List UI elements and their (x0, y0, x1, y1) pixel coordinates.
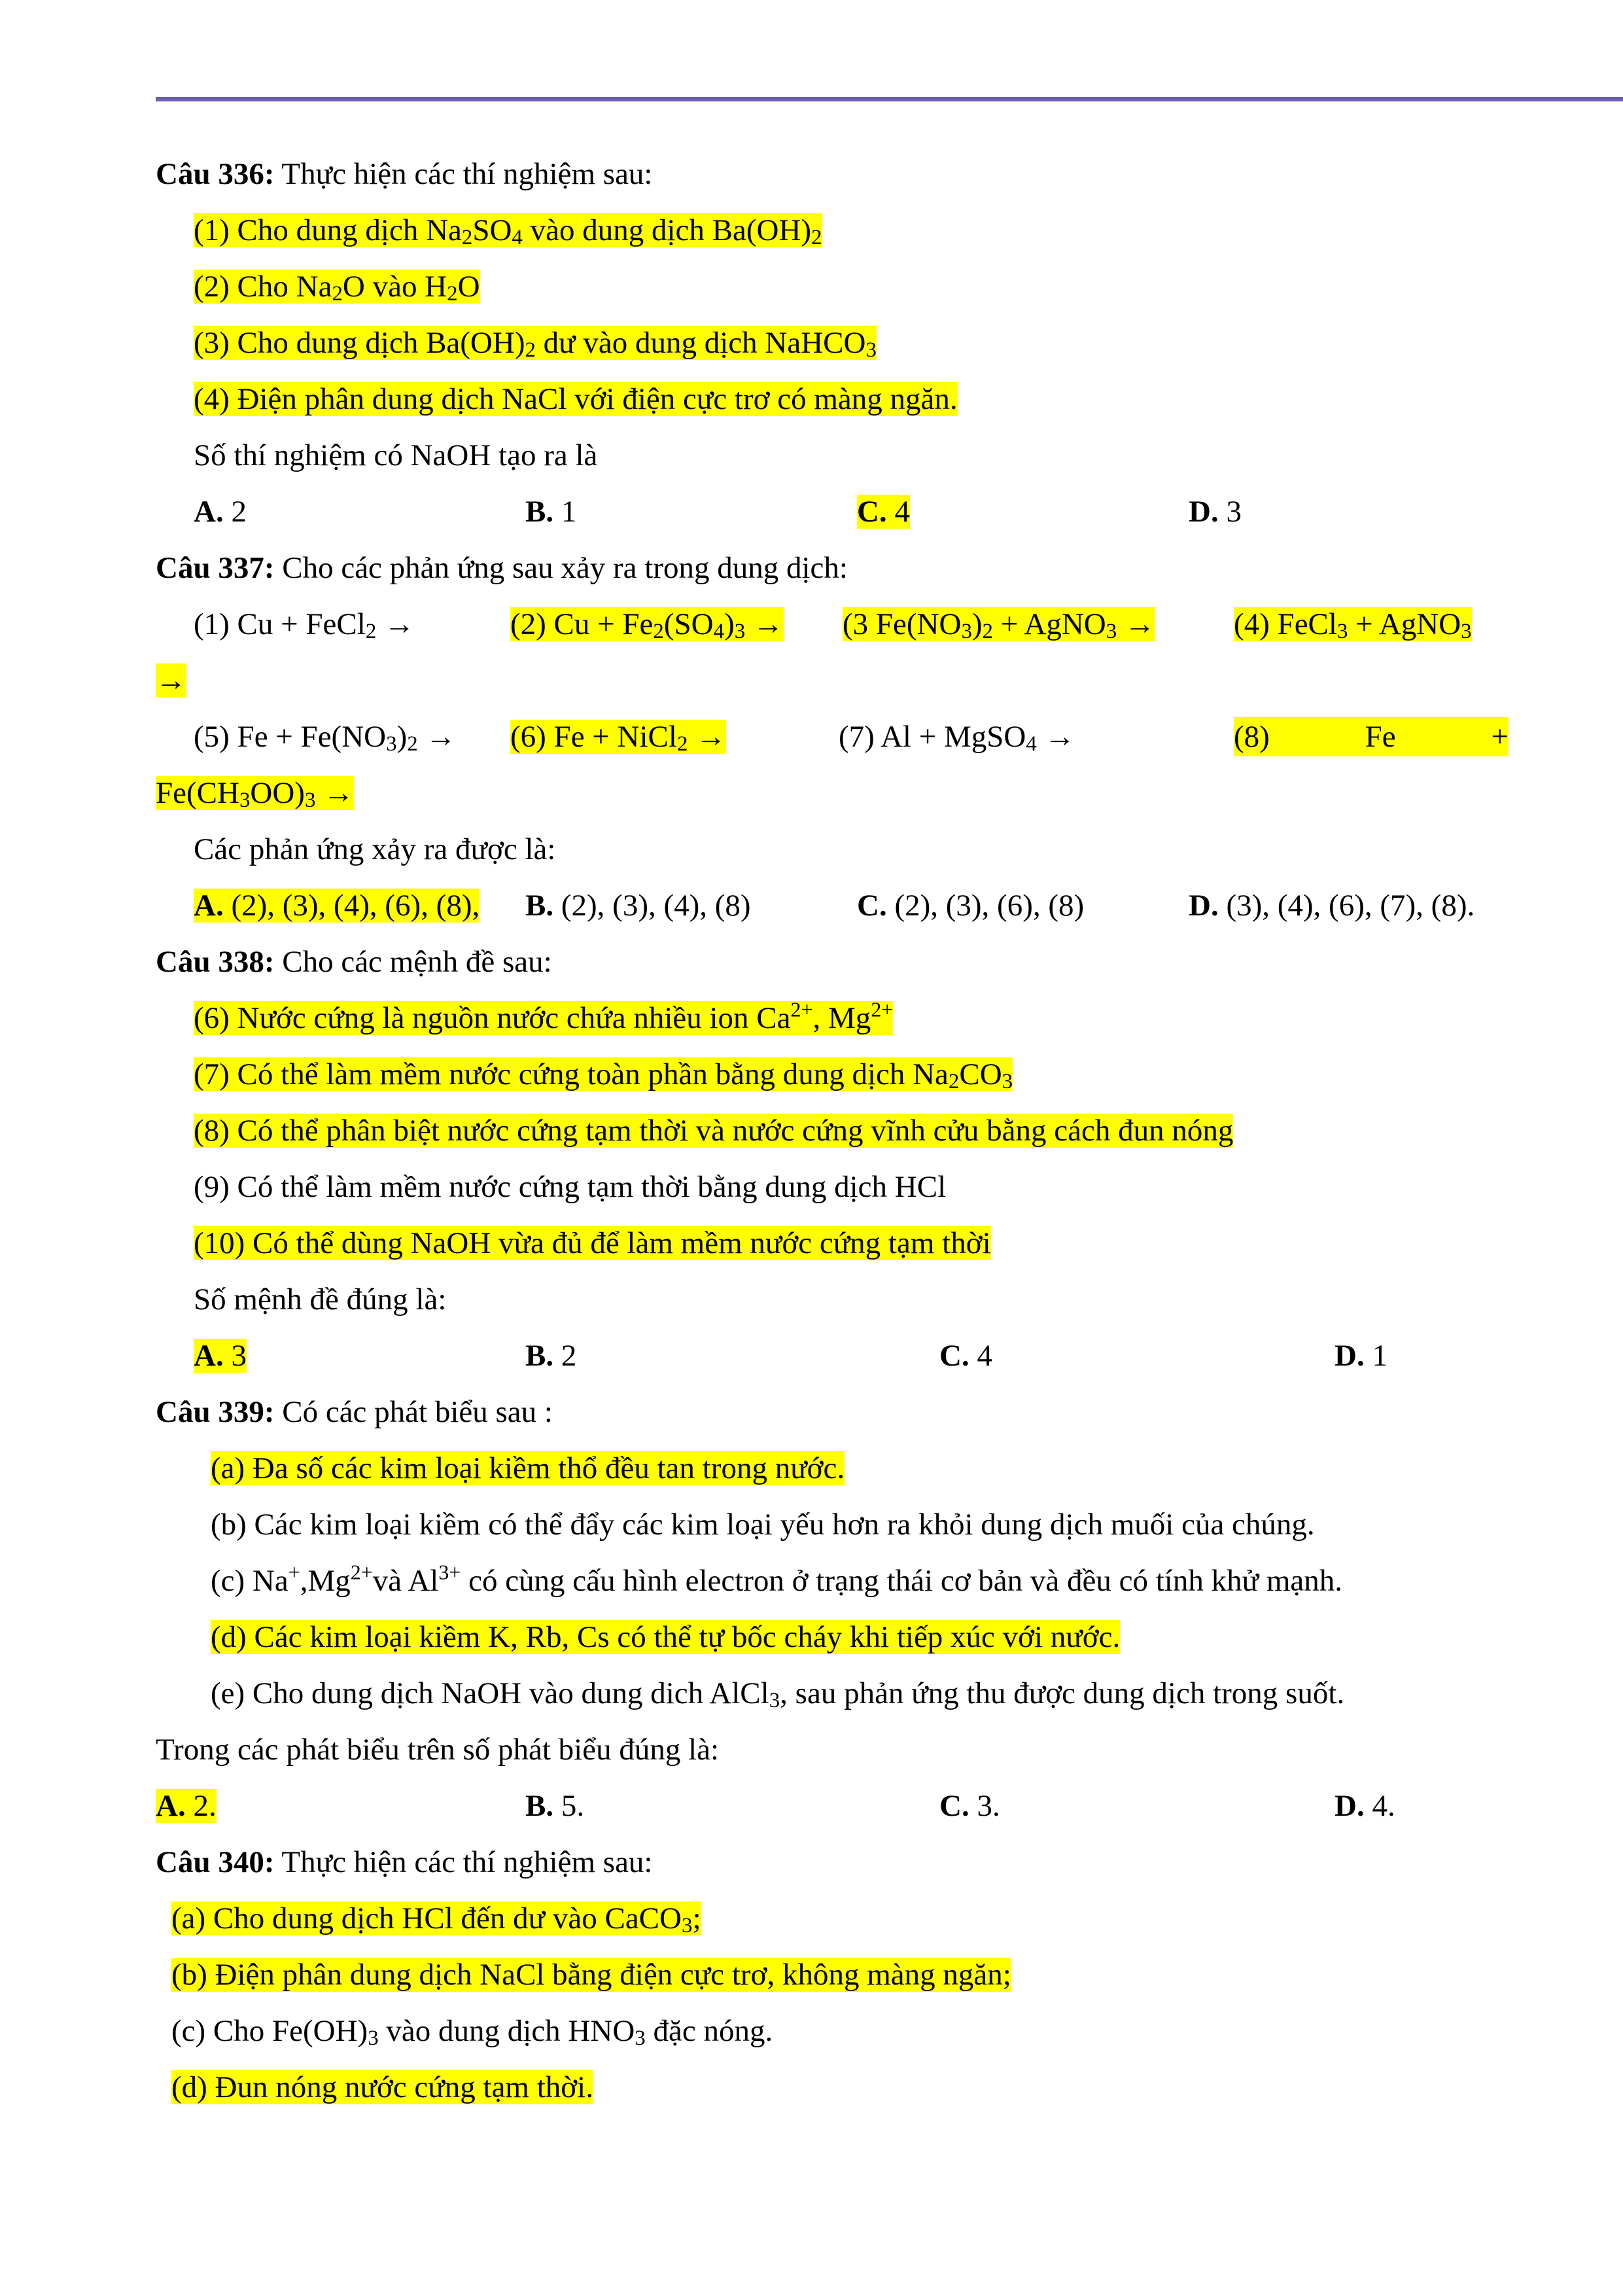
q337-stem-line (156, 548, 848, 588)
q337-option-a: A. (2), (3), (4), (6), (8), (194, 889, 480, 923)
q338-statement-6: (6) Nước cứng là nguồn nước chứa nhiều ion $Ca^{2+}$, $Mg^{2+}$ (194, 998, 894, 1035)
q336-item-3-text: (3) Cho dung dịch $Ba(OH)_2$ dư vào dung dịch NaHCO$_3$ (194, 326, 877, 362)
q336-item-4-text: (4) Điện phân dung dịch NaCl với điện cực trơ có màng ngăn. (194, 382, 958, 416)
q336-option-b: B. 1 (525, 495, 577, 529)
q337-reaction-8: (8) Fe + (1234, 717, 1509, 756)
q336-option-d: D. 3 (1189, 495, 1242, 529)
q338-statement-8: (8) Có thể phân biệt nước cứng tạm thời và nước cứng vĩnh cửu bằng cách đun nóng (194, 1114, 1234, 1148)
q340-experiment-d: (d) Đun nóng nước cứng tạm thời. (171, 2070, 593, 2104)
q339-statement-b: (b) Các kim loại kiềm có thể đẩy các kim loại yếu hơn ra khỏi dung dịch muối của chúng. (211, 1508, 1315, 1542)
q340-stem: Thực hiện các thí nghiệm sau: (274, 1845, 653, 1879)
q336-item-4 (194, 380, 958, 419)
q337-stem: Cho các phản ứng sau xảy ra trong dung dịch: (274, 551, 848, 585)
q336-label: Câu 336: (156, 157, 275, 191)
q340-experiment-c: (c) Cho $Fe(OH)_3$ vào dung dịch $HNO_3$ đặc nóng. (171, 2014, 773, 2050)
q337-reaction-3: (3 $Fe(NO_3)_2$ + AgNO$_3$ → (843, 607, 1155, 643)
q337-option-c: C. (2), (3), (6), (8) (857, 889, 1085, 923)
q339-option-b: B. 5. (525, 1789, 585, 1823)
q337-reaction-7: (7) Al + MgSO$_4$ → (839, 720, 1075, 756)
q339-option-c: C. 3. (939, 1789, 1000, 1823)
q339-stem: Có các phát biểu sau : (274, 1395, 553, 1429)
q337-question: Các phản ứng xảy ra được là: (194, 832, 556, 866)
q337-reaction-8-cont: $Fe(CH_3OO)_3$ → (156, 776, 355, 812)
q338-question: Số mệnh đề đúng là: (194, 1282, 447, 1316)
q339-statement-a: (a) Đa số các kim loại kiềm thổ đều tan trong nước. (211, 1451, 845, 1485)
q339-statement-e: (e) Cho dung dịch NaOH vào dung dich AlCl$_3$, sau phản ứng thu được dung dịch trong suốt. (211, 1676, 1345, 1712)
header-rule (156, 97, 1623, 102)
q336-stem: Thực hiện các thí nghiệm sau: (274, 157, 653, 191)
q340-experiment-a: (a) Cho dung dịch HCl đến dư vào CaCO$_3$; (171, 1901, 701, 1937)
q336-option-a: A. 2 (194, 495, 247, 529)
q336-item-1 (194, 211, 822, 250)
q337-reaction-5: (5) $Fe + Fe(NO_3)_2$ → (194, 720, 457, 756)
q340-experiment-b: (b) Điện phân dung dịch NaCl bằng điện cực trơ, không màng ngăn; (171, 1958, 1011, 1992)
q338-statement-9: (9) Có thể làm mềm nước cứng tạm thời bằng dung dịch HCl (194, 1170, 947, 1204)
q337-option-d: D. (3), (4), (6), (7), (8). (1189, 889, 1475, 923)
q336-item-1-text: (1) Cho dung dịch $Na_2SO_4$ vào dung dịch $Ba(OH)_2$ (194, 213, 822, 249)
q339-label: Câu 339: (156, 1395, 275, 1429)
q336-item-2 (194, 267, 480, 306)
q339-stem-line (156, 1392, 553, 1432)
q339-statement-c: (c) $Na^+,Mg^{2+}và$ $Al^{3+}$ có cùng cấu hình electron ở trạng thái cơ bản và đều có tính khử mạnh. (211, 1561, 1342, 1598)
q339-option-d: D. 4. (1335, 1789, 1395, 1823)
q337-reaction-4-arrow: → (156, 663, 186, 698)
q336-option-c: C. 4 (857, 495, 910, 529)
q338-stem-line (156, 942, 552, 981)
q339-option-a: A. 2. (156, 1789, 217, 1823)
q338-option-b: B. 2 (525, 1339, 577, 1373)
q338-option-d: D. 1 (1335, 1339, 1387, 1373)
q337-reaction-6: (6) Fe + NiCl$_2$ → (510, 720, 727, 756)
q336-stem-line (156, 154, 652, 194)
q340-stem-line (156, 1843, 652, 1882)
q336-item-2-text: (2) Cho $Na_2O$ vào $H_2O$ (194, 270, 480, 306)
q339-question: Trong các phát biểu trên số phát biểu đúng là: (156, 1733, 720, 1767)
q339-statement-d: (d) Các kim loại kiềm K, Rb, Cs có thể tự bốc cháy khi tiếp xúc với nước. (211, 1620, 1121, 1654)
q340-label: Câu 340: (156, 1845, 275, 1879)
q337-reaction-1: (1) Cu + FeCl$_2$ → (194, 607, 415, 643)
q337-reaction-2: (2) $Cu + Fe_2(SO_4)_3$ → (510, 607, 784, 643)
q338-option-a: A. 3 (194, 1339, 247, 1373)
q338-statement-7: (7) Có thể làm mềm nước cứng toàn phần bằng dung dịch $Na_2CO_3$ (194, 1057, 1013, 1093)
q337-option-b: B. (2), (3), (4), (8) (525, 889, 751, 923)
q336-question: Số thí nghiệm có NaOH tạo ra là (194, 438, 598, 472)
q338-option-c: C. 4 (939, 1339, 992, 1373)
q337-reaction-4: (4) FeCl$_3$ + AgNO$_3$ (1234, 607, 1472, 643)
q338-statement-10: (10) Có thể dùng NaOH vừa đủ để làm mềm nước cứng tạm thời (194, 1226, 991, 1260)
q336-item-3 (194, 323, 877, 362)
q338-label: Câu 338: (156, 945, 275, 979)
q338-stem: Cho các mệnh đề sau: (274, 945, 552, 979)
q337-label: Câu 337: (156, 551, 275, 585)
